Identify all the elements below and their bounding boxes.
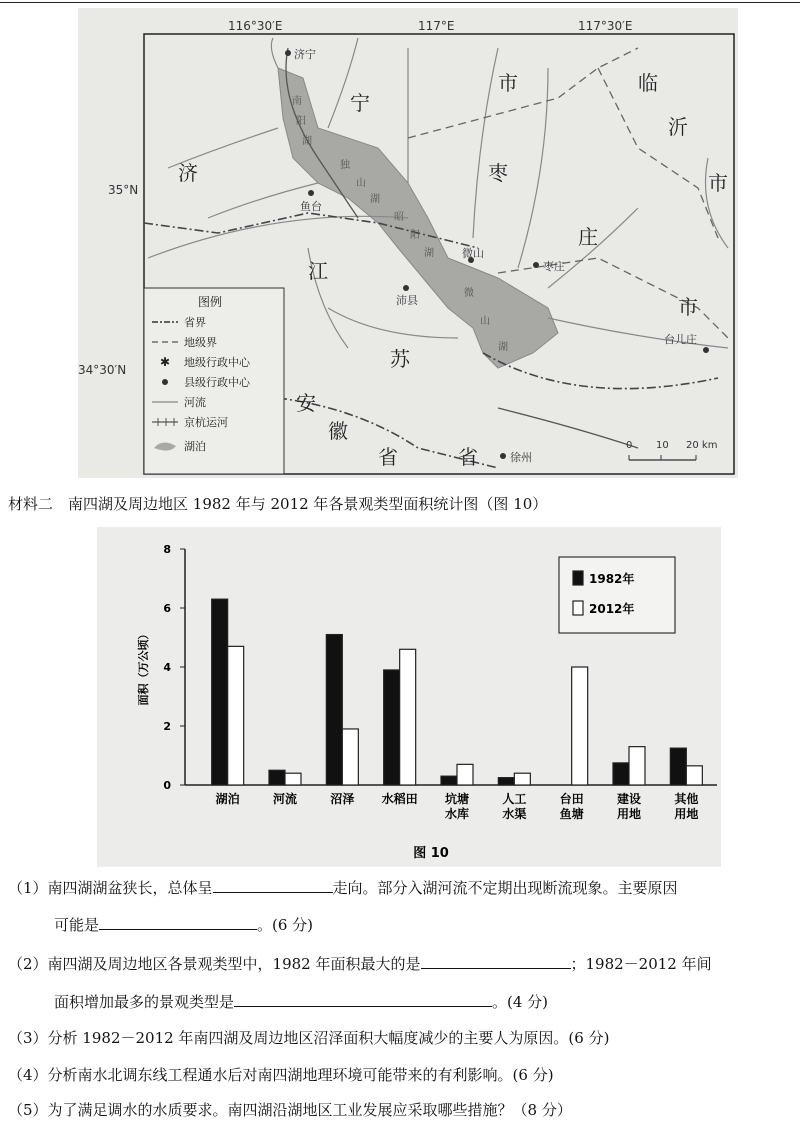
y-tick-label: 4	[163, 661, 171, 674]
svg-text:10: 10	[656, 440, 669, 451]
lake-char: 湖	[498, 342, 508, 353]
bar	[228, 646, 244, 785]
legend-item: 湖泊	[184, 440, 206, 453]
question-text: 面积增加最多的景观类型是	[54, 993, 235, 1011]
x-tick-label: 台田	[559, 792, 584, 806]
lake-char: 湖	[370, 194, 380, 205]
x-tick-label: 人工	[502, 792, 527, 806]
top-rule	[0, 2, 800, 3]
bar	[342, 729, 358, 785]
nansi-lake-map	[78, 8, 738, 478]
legend-swatch	[573, 601, 583, 615]
lake-char: 昭	[394, 212, 404, 223]
legend-title: 图例	[198, 295, 223, 309]
x-tick-label: 建设	[616, 792, 642, 806]
region-char: 宁	[350, 91, 370, 115]
city-dot	[533, 262, 539, 268]
bar	[285, 773, 301, 785]
region-char: 枣	[488, 161, 508, 185]
bar	[269, 770, 285, 785]
lake-char: 南	[292, 96, 302, 107]
bar	[670, 748, 686, 785]
legend-item: 地级行政中心	[184, 356, 250, 369]
place-name: 济宁	[294, 48, 316, 61]
lake-char: 阳	[410, 230, 420, 241]
svg-text:✱: ✱	[160, 355, 171, 369]
question-text: 走向。部分入湖河流不定期出现断流现象。主要原因	[332, 879, 678, 897]
answer-blank[interactable]	[213, 878, 333, 893]
lat-label: 35°N	[108, 183, 139, 197]
question-line	[8, 878, 678, 898]
region-char: 市	[678, 295, 698, 319]
legend-label: 2012年	[589, 602, 635, 616]
legend-label: 1982年	[589, 572, 635, 586]
lon-label: 116°30′E	[228, 19, 283, 33]
bar	[613, 763, 629, 785]
lake-char: 湖	[424, 248, 434, 259]
legend-item: 河流	[184, 396, 206, 409]
x-tick-label: 水库	[444, 807, 470, 821]
question-text: （4）分析南水北调东线工程通水后对南四湖地理环境可能带来的有利影响。(6 分)	[8, 1066, 554, 1084]
bar	[441, 776, 457, 785]
x-tick-label: 水渠	[502, 807, 527, 821]
x-tick-label: 沼泽	[330, 792, 355, 806]
bar	[498, 778, 514, 785]
y-axis-label: 面积（万公顷）	[137, 628, 150, 706]
region-char: 省	[378, 445, 398, 469]
svg-text:20 km: 20 km	[686, 440, 718, 451]
x-tick-label: 坑塘	[444, 792, 470, 806]
x-tick-label: 其他	[674, 792, 699, 806]
answer-blank[interactable]	[99, 915, 257, 930]
place-name: 枣庄	[543, 260, 565, 273]
y-tick-label: 0	[163, 779, 171, 792]
question-text: 。(6 分)	[257, 916, 314, 934]
question-text: （5）为了满足调水的水质要求。南四湖沿湖地区工业发展应采取哪些措施？（8 分）	[8, 1101, 572, 1119]
svg-text:0: 0	[626, 440, 633, 451]
lake-char: 山	[356, 178, 366, 189]
scale-bar	[626, 440, 717, 460]
region-char: 江	[308, 259, 328, 283]
county-dot	[308, 190, 314, 196]
region-char: 徽	[328, 419, 348, 443]
legend-item: 省界	[184, 316, 206, 329]
lake-char: 微	[464, 288, 474, 299]
bar	[572, 667, 588, 785]
region-char: 苏	[390, 347, 410, 371]
lake-char: 独	[340, 160, 350, 171]
region-char: 临	[638, 71, 658, 95]
region-char: 沂	[668, 115, 688, 139]
x-tick-label: 用地	[674, 807, 699, 821]
legend-item: 地级界	[184, 336, 217, 349]
question-line	[8, 1028, 609, 1048]
lat-label: 34°30′N	[78, 363, 127, 377]
region-char: 市	[708, 171, 728, 195]
bar	[400, 649, 416, 785]
lake-char: 阳	[296, 116, 306, 127]
city-dot	[285, 50, 291, 56]
question-text: 可能是	[54, 916, 100, 934]
y-tick-label: 6	[163, 602, 171, 615]
bar	[212, 599, 228, 785]
legend-item: 京杭运河	[184, 416, 228, 429]
region-char: 庄	[578, 225, 598, 249]
place-name: 鱼台	[300, 200, 322, 213]
map-legend	[144, 288, 284, 474]
city-dot	[500, 453, 506, 459]
question-line	[8, 1065, 554, 1085]
landscape-area-chart	[97, 527, 721, 867]
question-text: ；1982－2012 年间	[570, 955, 712, 973]
chart-legend-box	[559, 557, 675, 633]
region-char: 市	[498, 71, 518, 95]
place-name: 微山	[462, 247, 484, 260]
bar	[457, 764, 473, 785]
chart-container	[97, 527, 721, 867]
chart-title: 图 10	[413, 846, 449, 861]
y-tick-label: 8	[163, 543, 171, 556]
question-line	[8, 1100, 572, 1120]
answer-blank[interactable]	[234, 992, 492, 1007]
question-line	[8, 954, 712, 974]
legend-item: 县级行政中心	[184, 376, 250, 389]
question-text: （2）南四湖及周边地区各景观类型中，1982 年面积最大的是	[8, 955, 421, 973]
region-char: 省	[458, 445, 478, 469]
legend-swatch	[573, 571, 583, 585]
question-line	[54, 992, 548, 1012]
region-char: 安	[296, 391, 316, 415]
question-text: （1）南四湖湖盆狭长，总体呈	[8, 879, 213, 897]
x-tick-label: 湖泊	[215, 792, 240, 806]
x-tick-label: 鱼塘	[559, 807, 584, 821]
answer-blank[interactable]	[421, 954, 571, 969]
county-dot	[403, 285, 409, 291]
figure-caption: 材料二 南四湖及周边地区 1982 年与 2012 年各景观类型面积统计图（图 10）	[8, 495, 548, 513]
lon-label: 117°E	[418, 19, 455, 33]
x-tick-label: 用地	[616, 807, 642, 821]
bar	[326, 635, 342, 785]
lon-label: 117°30′E	[578, 19, 633, 33]
question-text: （3）分析 1982－2012 年南四湖及周边地区沼泽面积大幅度减少的主要人为原因。(6 分)	[8, 1029, 610, 1047]
bar	[686, 766, 702, 785]
x-tick-label: 水稻田	[381, 792, 418, 806]
place-name: 徐州	[510, 451, 532, 464]
bar	[629, 747, 645, 785]
question-line	[54, 915, 313, 935]
region-char: 济	[178, 161, 198, 185]
bar	[384, 670, 400, 785]
x-tick-label: 河流	[272, 792, 298, 806]
place-name: 台儿庄	[664, 333, 697, 346]
county-dot	[703, 347, 709, 353]
y-tick-label: 2	[163, 720, 171, 733]
place-name: 沛县	[396, 294, 418, 307]
question-text: 。(4 分)	[492, 993, 549, 1011]
bar	[514, 773, 530, 785]
lake-char: 湖	[302, 136, 312, 147]
lake-char: 山	[480, 316, 490, 327]
